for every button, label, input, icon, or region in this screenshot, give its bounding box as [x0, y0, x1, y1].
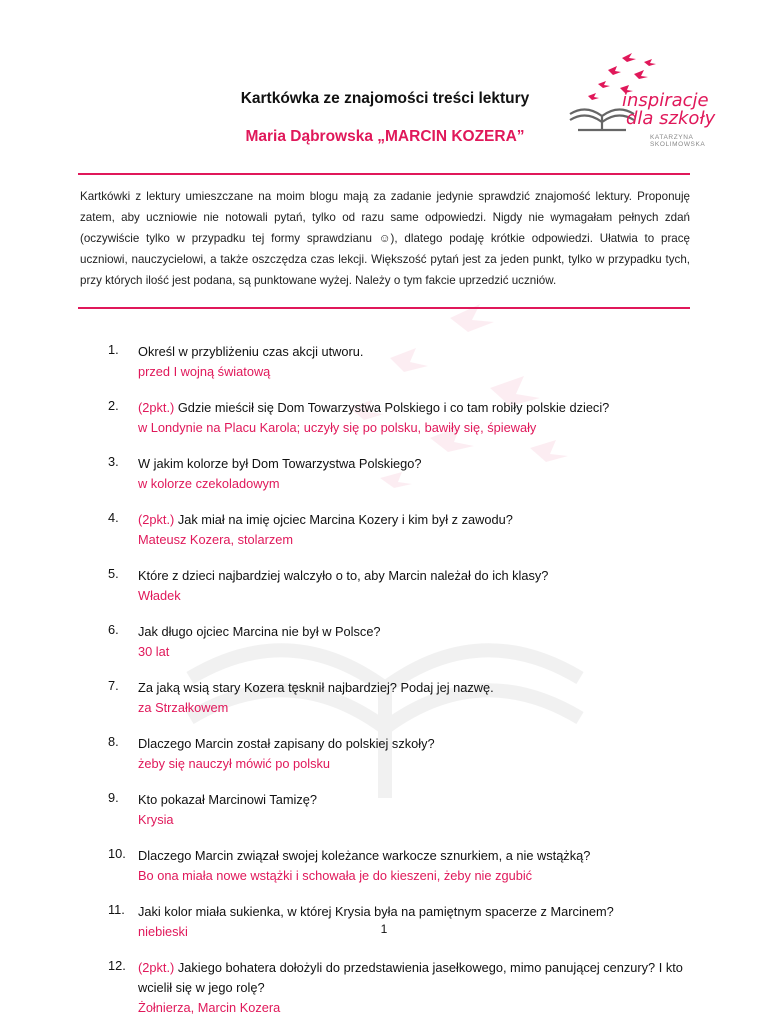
- answer-text: 30 lat: [138, 644, 170, 659]
- answer-text: Żołnierza, Marcin Kozera: [138, 1000, 281, 1015]
- question-body: Dlaczego Marcin związał swojej koleżance warkocze sznurkiem, a nie wstążką?: [138, 848, 591, 863]
- question-number: 9.: [108, 790, 119, 805]
- question-body: Jak miał na imię ojciec Marcina Kozery i kim był z zawodu?: [174, 512, 513, 527]
- question-text: [138, 342, 688, 362]
- question-item: [108, 454, 688, 494]
- question-item: [108, 342, 688, 382]
- logo-author: KATARZYNA SKOLIMOWSKA: [650, 134, 706, 148]
- question-number: 5.: [108, 566, 119, 581]
- question-item: [108, 622, 688, 662]
- answer-text: niebieski: [138, 924, 188, 939]
- question-number: 12.: [108, 958, 126, 973]
- question-number: 3.: [108, 454, 119, 469]
- question-item: [108, 678, 688, 718]
- question-number: 1.: [108, 342, 119, 357]
- question-text: [138, 622, 688, 642]
- question-number: 10.: [108, 846, 126, 861]
- answer-text: Władek: [138, 588, 181, 603]
- answer-text: Bo ona miała nowe wstążki i schowała je do kieszeni, żeby nie zgubić: [138, 868, 533, 883]
- question-item: [108, 790, 688, 830]
- logo-wordmark: inspiracje dla szkoły: [622, 90, 716, 129]
- intro-paragraph: Kartkówki z lektury umieszczane na moim blogu mają za zadanie jedynie sprawdzić znajomość lektury. Proponuję zatem, aby uczniowie nie notowali pytań, tylko od razu same odpowiedzi. Nigdy nie wymagałam pełnych zdań (oczywiście tylko w przypadku tej formy sprawdzianu ☺), dlatego podaję krótkie odpowiedzi. Ułatwia to pracę uczniowi, nauczycielowi, a także oszczędza czas lekcji. Większość pytań jest za jeden punkt, tylko w przypadku tych, przy których ilość jest podana, są punktowane wyżej. Należy o tym fakcie uprzedzić uczniów.: [80, 190, 690, 287]
- question-item: [108, 734, 688, 774]
- points-label: (2pkt.): [138, 960, 175, 975]
- divider-bottom: [78, 307, 690, 309]
- question-body: Za jaką wsią stary Kozera tęsknił najbardziej? Podaj jej nazwę.: [138, 680, 494, 695]
- question-body: Określ w przybliżeniu czas akcji utworu.: [138, 344, 364, 359]
- question-text: [138, 846, 688, 866]
- logo: [562, 44, 742, 152]
- page-subtitle: Maria Dąbrowska „MARCIN KOZERA”: [245, 128, 525, 145]
- page-number: 1: [380, 922, 388, 936]
- divider-top: [78, 173, 690, 175]
- answer-text: za Strzałkowem: [138, 700, 229, 715]
- question-item: [108, 398, 688, 438]
- question-number: 7.: [108, 678, 119, 693]
- answer-text: przed I wojną światową: [138, 364, 271, 379]
- question-body: Jak długo ojciec Marcina nie był w Polsce?: [138, 624, 381, 639]
- question-body: Jakiego bohatera dołożyli do przedstawienia jasełkowego, mimo panującej cenzury? I kto wcielił się w jego rolę?: [138, 960, 683, 995]
- points-label: (2pkt.): [138, 400, 175, 415]
- question-text: [138, 398, 688, 418]
- question-item: [108, 566, 688, 606]
- question-body: Które z dzieci najbardziej walczyło o to, aby Marcin należał do ich klasy?: [138, 568, 549, 583]
- question-item: [108, 846, 688, 886]
- question-number: 6.: [108, 622, 119, 637]
- question-body: Dlaczego Marcin został zapisany do polskiej szkoły?: [138, 736, 435, 751]
- answer-text: Krysia: [138, 812, 174, 827]
- question-number: 4.: [108, 510, 119, 525]
- question-body: Kto pokazał Marcinowi Tamizę?: [138, 792, 317, 807]
- question-text: [138, 510, 688, 530]
- question-text: [138, 566, 688, 586]
- question-number: 8.: [108, 734, 119, 749]
- question-body: Jaki kolor miała sukienka, w której Krysia była na pamiętnym spacerze z Marcinem?: [138, 904, 614, 919]
- page-title: Kartkówka ze znajomości treści lektury: [240, 90, 530, 107]
- answer-text: Mateusz Kozera, stolarzem: [138, 532, 294, 547]
- question-text: [138, 454, 688, 474]
- question-text: [138, 902, 688, 922]
- question-item: [108, 510, 688, 550]
- question-number: 11.: [108, 902, 125, 917]
- question-item: [108, 958, 688, 1018]
- answer-text: w Londynie na Placu Karola; uczyły się po polsku, bawiły się, śpiewały: [138, 420, 537, 435]
- question-text: [138, 790, 688, 810]
- question-text: [138, 734, 688, 754]
- question-number: 2.: [108, 398, 119, 413]
- answer-text: w kolorze czekoladowym: [138, 476, 280, 491]
- answer-text: żeby się nauczył mówić po polsku: [138, 756, 331, 771]
- question-body: Gdzie mieścił się Dom Towarzystwa Polskiego i co tam robiły polskie dzieci?: [174, 400, 610, 415]
- question-text: [138, 678, 688, 698]
- points-label: (2pkt.): [138, 512, 175, 527]
- question-body: W jakim kolorze był Dom Towarzystwa Polskiego?: [138, 456, 422, 471]
- question-text: [138, 958, 688, 998]
